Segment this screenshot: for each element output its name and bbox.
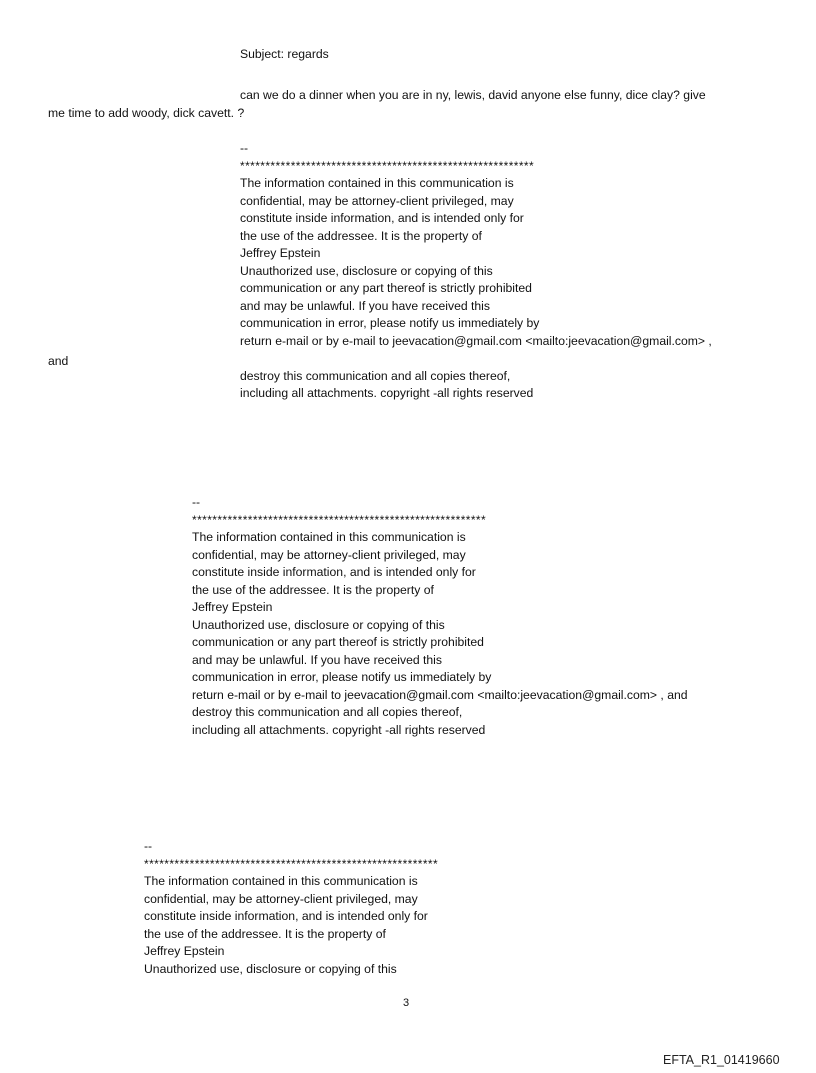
disclaimer-line: destroy this communication and all copies thereof, bbox=[240, 368, 511, 383]
disclaimer-line: The information contained in this communication is bbox=[240, 176, 514, 190]
disclaimer-line: confidential, may be attorney-client privileged, may bbox=[192, 547, 466, 562]
disclaimer-line: and may be unlawful. If you have received this bbox=[192, 652, 442, 667]
disclaimer-line: communication or any part thereof is strictly prohibited bbox=[240, 281, 532, 295]
disclaimer-line: constitute inside information, and is intended only for bbox=[240, 211, 524, 225]
disclaimer-line: Unauthorized use, disclosure or copying of this bbox=[192, 617, 445, 632]
disclaimer-line: the use of the addressee. It is the property of bbox=[192, 582, 434, 597]
disclaimer-line: communication in error, please notify us immediately by bbox=[192, 670, 492, 684]
disclaimer-line: communication or any part thereof is strictly prohibited bbox=[192, 635, 484, 649]
email-body-line-1: can we do a dinner when you are in ny, lewis, david anyone else funny, dice clay? give bbox=[240, 88, 706, 102]
disclaimer-line: the use of the addressee. It is the property of bbox=[240, 228, 482, 243]
disclaimer-line: the use of the addressee. It is the property of bbox=[144, 926, 386, 941]
disclaimer-line: Unauthorized use, disclosure or copying of this bbox=[144, 961, 397, 976]
disclaimer-line: return e-mail or by e-mail to jeevacation@gmail.com <mailto:jeevacation@gmail.com> , and bbox=[192, 687, 688, 702]
disclaimer-line: and may be unlawful. If you have received this bbox=[240, 298, 490, 313]
signature-dash: -- bbox=[192, 495, 201, 509]
wrapped-word: and bbox=[48, 354, 69, 368]
disclaimer-line: confidential, may be attorney-client privileged, may bbox=[144, 891, 418, 906]
page-number: 3 bbox=[403, 997, 410, 1009]
disclaimer-block-2 bbox=[192, 494, 688, 739]
bates-number: EFTA_R1_01419660 bbox=[663, 1053, 780, 1067]
disclaimer-line: return e-mail or by e-mail to jeevacation@gmail.com <mailto:jeevacation@gmail.com> , bbox=[240, 333, 712, 348]
disclaimer-line: destroy this communication and all copies thereof, bbox=[192, 705, 463, 719]
star-divider: ********************************************************** bbox=[144, 856, 439, 871]
disclaimer-line: including all attachments. copyright -all rights reserved bbox=[192, 722, 486, 737]
disclaimer-line: Unauthorized use, disclosure or copying of this bbox=[240, 263, 493, 278]
star-divider: ********************************************************** bbox=[240, 158, 535, 173]
star-divider: ********************************************************** bbox=[192, 512, 487, 527]
disclaimer-line: constitute inside information, and is intended only for bbox=[144, 909, 428, 923]
disclaimer-line: confidential, may be attorney-client privileged, may bbox=[240, 193, 514, 208]
disclaimer-line: communication in error, please notify us immediately by bbox=[240, 316, 540, 330]
signature-dash: -- bbox=[240, 141, 249, 155]
disclaimer-line: Jeffrey Epstein bbox=[192, 600, 273, 614]
disclaimer-line: constitute inside information, and is intended only for bbox=[192, 565, 476, 579]
disclaimer-line: The information contained in this communication is bbox=[192, 530, 466, 544]
email-subject: Subject: regards bbox=[240, 47, 329, 61]
disclaimer-line: Jeffrey Epstein bbox=[240, 246, 321, 260]
signature-dash: -- bbox=[144, 839, 153, 853]
disclaimer-block-1 bbox=[240, 140, 712, 403]
disclaimer-line: including all attachments. copyright -all rights reserved bbox=[240, 386, 534, 400]
disclaimer-line: The information contained in this communication is bbox=[144, 874, 418, 888]
email-body-line-2: me time to add woody, dick cavett. ? bbox=[48, 106, 245, 120]
disclaimer-line: Jeffrey Epstein bbox=[144, 944, 225, 958]
disclaimer-block-3 bbox=[144, 838, 438, 978]
